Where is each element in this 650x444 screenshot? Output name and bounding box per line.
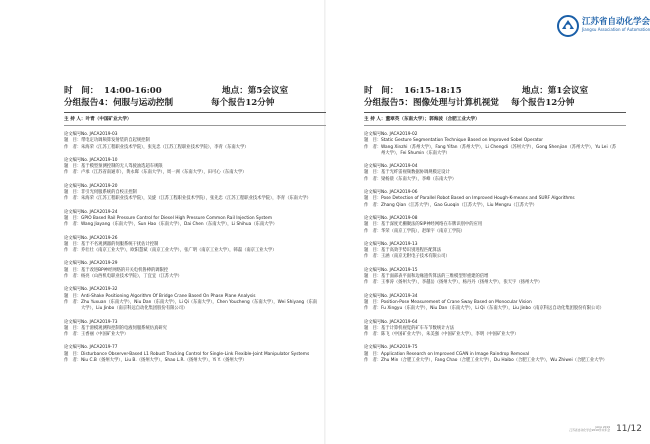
paper-authors: 朱海荣（江苏工程职业技术学院），张先忠（江苏工程职业技术学院），李青（东南大学） (81, 144, 249, 150)
paper-number-label: 论文编号： (64, 287, 86, 293)
divider (64, 112, 326, 113)
paper-entry (364, 320, 626, 339)
paper-title: 非引光伺服系统的自校正控制 (81, 190, 137, 196)
paper-authors: 王香丽（中国矿业大学） (81, 332, 129, 338)
paper-number: No. JACA2019-77 (81, 345, 118, 351)
paper-title: Position-Pose Measurement of Crane Sway Based on Monocular Vision (381, 299, 532, 305)
paper-title: 基于面部表平面和边缘遗传算法的三维模型形重建的倍增 (381, 274, 489, 280)
paper-title-label: 题 目： (64, 138, 82, 144)
each-duration: 每个报告12分钟 (510, 98, 575, 108)
footer-caption (569, 426, 610, 433)
paper-authors-row (364, 145, 626, 158)
paper-authors-label: 作 者： (364, 280, 382, 286)
paper-authors-row (364, 203, 626, 209)
paper-authors-row (64, 300, 326, 313)
paper-authors: 华荣（南京工学院），赵琛宇（南京工学院） (381, 228, 465, 234)
paper-authors-label: 作 者： (64, 332, 82, 338)
paper-entry (364, 345, 626, 364)
paper-authors-label: 作 者： (364, 306, 382, 312)
paper-number-label: 论文编号： (364, 319, 386, 325)
paper-authors-row (64, 145, 326, 151)
paper-entry (64, 132, 326, 151)
paper-authors: 杨亮（山西机电职业技术学院），丁宜宜（江苏大学） (81, 274, 182, 280)
paper-authors: 王涵（南京无附电子技术有限公司） (381, 254, 450, 260)
paper-number: No. JACA2019-24 (81, 209, 118, 215)
paper-authors-label: 作 者： (364, 254, 382, 260)
paper-entry (364, 268, 626, 287)
paper-number-label: 论文编号： (364, 241, 386, 247)
paper-number-label: 论文编号： (64, 319, 86, 325)
group-label: 分组报告4： (64, 98, 113, 108)
paper-authors-row (64, 248, 326, 254)
paper-number: No. JACA2019-29 (81, 261, 118, 267)
paper-entry (64, 261, 326, 280)
paper-title: 基于计算机视觉的矿车车节数统计方法 (381, 325, 455, 331)
paper-title: 基于高效手势识别进程匹配算法 (381, 248, 442, 254)
page-number: 11/12 (616, 424, 642, 434)
paper-number: No. JACA2019-64 (381, 319, 418, 325)
paper-title-label: 题 目： (64, 164, 82, 170)
paper-number-label: 论文编号： (364, 164, 386, 170)
footer-line1: JACA 2019 (595, 424, 610, 429)
each-duration: 每个报告12分钟 (210, 98, 275, 108)
paper-authors-label: 作 者： (364, 176, 382, 182)
paper-authors-label: 作 者： (64, 196, 82, 202)
paper-number: No. JACA2019-32 (81, 287, 118, 293)
paper-entry (364, 132, 626, 157)
session-group-row (364, 96, 626, 108)
session-right (364, 84, 626, 371)
paper-title: Anti-Shake Positioning Algorithm Of Bridge Crane Based On Phase Plane Analysis (81, 293, 256, 299)
paper-number: No. JACA2019-15 (381, 267, 418, 273)
paper-number-label: 论文编号： (364, 132, 386, 137)
paper-authors-row (64, 196, 326, 202)
association-logo-icon (556, 14, 580, 38)
group-title: 伺服与运动控制 (112, 98, 174, 108)
association-logo (556, 14, 650, 44)
footer-line2: 江苏省自动化学会2019学术年会 (569, 428, 610, 433)
group-label: 分组报告5： (364, 98, 413, 108)
paper-entry (364, 164, 626, 183)
session-left (64, 84, 326, 371)
paper-authors: Niu C.B（扬州大学），Liu B.（扬州大学），Shao L.R.（扬州大学），Yi Y.（扬州大学） (81, 358, 247, 364)
paper-number-label: 论文编号： (64, 209, 86, 215)
paper-number-label: 论文编号： (364, 215, 386, 221)
paper-entry (64, 158, 326, 177)
paper-title-label: 题 目： (364, 170, 382, 176)
paper-authors-label: 作 者： (64, 222, 82, 228)
paper-title-label: 题 目： (64, 190, 82, 196)
paper-authors: Zhu Min（合肥工业大学），Fang Chao（合肥工业大学），Du Haibo（合肥工业大学），Wu Zhiwei（合肥工业大学） (381, 358, 608, 364)
paper-title-label: 题 目： (364, 299, 382, 305)
paper-number-label: 论文编号： (64, 183, 86, 189)
paper-authors: Wang Xinzhi（苏州大学），Fang Yifan（苏州大学），Li Chengdi（苏州大学），Gong Shenjian（苏州大学），Yu Lei（苏州大学），Fei Shumin（东南大学） (381, 144, 617, 156)
paper-number-label: 论文编号： (64, 345, 86, 351)
paper-number: No. JACA2019-26 (81, 235, 118, 241)
paper-title-label: 题 目： (64, 215, 82, 221)
paper-title-label: 题 目： (64, 351, 82, 357)
paper-authors-row (64, 222, 326, 228)
paper-title-label: 题 目： (64, 293, 82, 299)
paper-number: No. JACA2019-73 (81, 319, 118, 325)
paper-authors-row (64, 274, 326, 280)
paper-authors: 朱海荣（江苏工程职业技术学院），吴旋（江苏工程职业技术学院），张先忠（江苏工程职业技术学院），李青（东南大学） (81, 196, 311, 202)
paper-authors-label: 作 者： (64, 248, 82, 254)
paper-authors: Zhu Yuxuan（东南大学），Niu Dan（东南大学），Li Qi（东南大学），Chen Youcheng（东南大学），Wei Shiyang（东南大学），Liu Jinbo（南京科远自动化集团股份有限公司） (81, 299, 318, 312)
paper-number-label: 论文编号： (64, 261, 86, 267)
paper-authors-row (364, 306, 626, 312)
paper-entry (364, 216, 626, 235)
paper-authors-row (364, 229, 626, 235)
session-time: 16:15-18:15 (404, 86, 462, 96)
paper-title: 基于滑模观测和控制的电液伺服系统仿真研究 (81, 325, 167, 331)
group-title: 图像处理与计算机视觉 (412, 98, 499, 108)
paper-authors: Wang Jiayang（东南大学），Sun Hao（东南大学），Dai Chen（东南大学），Li Shihua（东南大学） (81, 222, 278, 228)
paper-authors-row (64, 170, 326, 176)
paper-number-label: 论文编号： (64, 235, 86, 241)
paper-authors-row (64, 358, 326, 364)
paper-authors: Zhang Qian（江苏大学），Gao Guoqin（江苏大学），Liu Mengru（江苏大学） (381, 202, 537, 208)
paper-authors-row (64, 332, 326, 338)
paper-title: Application Research on Improved CGAN in Image Raindrop Removal (381, 351, 530, 357)
paper-title-label: 题 目： (64, 325, 82, 331)
paper-title-label: 题 目： (364, 274, 382, 280)
paper-title: Pose Detection of Parallel Robot Based on Improved Hough-K-means and SURF Algorithms (381, 196, 575, 202)
logo-title: 江苏省自动化学会 (582, 17, 650, 27)
paper-title-label: 题 目： (364, 248, 382, 254)
logo-subtitle: Jiangsu Association of Automation (582, 27, 650, 32)
paper-entry (64, 184, 326, 203)
divider (64, 125, 326, 126)
paper-title: Disturbance Observer-Based L1 Robust Tracking Control for Single-Link Flexible-Joint Manipulator Systems (81, 351, 310, 357)
paper-number-label: 论文编号： (64, 132, 86, 137)
session-chair: 主 持 人：董翠英（东南大学）；郭海波（合肥工业大学） (364, 117, 480, 122)
location-label: 地点： (222, 86, 248, 96)
paper-number-label: 论文编号： (64, 157, 86, 163)
paper-number: No. JACA2019-10 (81, 157, 118, 163)
paper-authors: 陈飞（中国矿业大学），朱美强（中国矿业大学），李明（中国矿业大学） (381, 332, 519, 338)
paper-entry (64, 236, 326, 255)
paper-authors-label: 作 者： (64, 274, 82, 280)
session-time: 14:00-16:00 (104, 86, 162, 96)
paper-title: Static Gesture Segmentation Technique Based on Improved Sobel Operator (381, 138, 544, 144)
paper-title-label: 题 目： (64, 241, 82, 247)
paper-authors: 王事涛（扬州大学），李越岳（扬州大学），杨丹丹（扬州大学），张天宇（扬州大学） (381, 280, 543, 286)
paper-entry (64, 345, 326, 364)
paper-authors-row (364, 358, 626, 364)
location-label: 地点： (522, 86, 548, 96)
paper-number: No. JACA2019-20 (81, 183, 118, 189)
paper-number-label: 论文编号： (364, 267, 386, 273)
paper-authors: Fu Xingyu（东南大学），Niu Dan（东南大学），Li Qi（东南大学），Liu Jinbo（南京科远自动化集团股份有限公司） (381, 306, 604, 312)
paper-entry (364, 294, 626, 313)
paper-number: No. JACA2019-02 (381, 132, 418, 137)
paper-entry (64, 287, 326, 312)
paper-number: No. JACA2019-03 (81, 132, 118, 137)
session-group-row (64, 96, 326, 108)
session-time-row (364, 84, 626, 96)
paper-entry (64, 320, 326, 339)
session-chair: 主 持 人：叶青（中国矿业大学） (64, 117, 132, 122)
paper-title-label: 题 目： (364, 222, 382, 228)
paper-number: No. JACA2019-06 (381, 190, 418, 196)
paper-authors-label: 作 者： (64, 358, 82, 364)
paper-authors-label: 作 者： (64, 170, 82, 176)
paper-number: No. JACA2019-04 (381, 164, 418, 170)
divider (364, 125, 626, 126)
paper-title-label: 题 目： (364, 138, 382, 144)
session-location: 第5会议室 (247, 86, 289, 96)
paper-title: 基于光纤雷视频数据协调规模定设计 (381, 170, 450, 176)
paper-number: No. JACA2019-13 (381, 241, 418, 247)
paper-title-label: 题 目： (364, 325, 382, 331)
paper-authors-label: 作 者： (64, 144, 82, 150)
paper-authors-label: 作 者： (364, 332, 382, 338)
paper-title-label: 题 目： (364, 351, 382, 357)
paper-entry (64, 210, 326, 229)
paper-title-label: 题 目： (64, 267, 82, 273)
paper-title: 基于不名观测器的伺服系统干扰估计控制 (81, 241, 159, 247)
paper-number: No. JACA2019-34 (381, 293, 418, 299)
paper-authors-label: 作 者： (64, 299, 82, 305)
paper-entry (364, 190, 626, 209)
session-time-row (64, 84, 326, 96)
time-label: 时 间： (64, 86, 99, 96)
time-label: 时 间： (364, 86, 399, 96)
paper-number-label: 论文编号： (364, 293, 386, 299)
paper-number-label: 论文编号： (364, 345, 386, 351)
paper-number: No. JACA2019-75 (381, 345, 418, 351)
paper-authors: 卢承（江苏省南通市），黄永晖（东南大学），周一洲（东南大学），田可心（东南大学） (81, 170, 247, 176)
paper-authors-label: 作 者： (364, 202, 382, 208)
paper-authors: 乔壮壮（南京工业大学），欧阳慧斌（南京工业大学），张广明（南京工业大学），韩磊（南京工业大学） (81, 248, 277, 254)
paper-title-label: 题 目： (364, 196, 382, 202)
paper-number: No. JACA2019-08 (381, 215, 418, 221)
paper-authors-row (364, 332, 626, 338)
paper-title: 基于模型预测控制的无人驾驶油选超车规限 (81, 164, 163, 170)
paper-list (364, 132, 626, 364)
paper-authors-label: 作 者： (364, 144, 382, 150)
paper-entry (364, 242, 626, 261)
paper-authors-label: 作 者： (364, 358, 382, 364)
paper-title: GPIO Based Rail Pressure Control for Diesel High Pressure Common Rail Injection System (81, 215, 273, 221)
paper-number-label: 论文编号： (364, 190, 386, 196)
session-location: 第1会议室 (547, 86, 589, 96)
paper-title: 基于改进BP神经网络的开关电机鲁棒的调限控 (81, 267, 169, 273)
paper-title: 带电定功调频算发射装的自起规控制 (81, 138, 150, 144)
paper-authors-row (364, 254, 626, 260)
paper-title: 基于深度光栅聚法的SIP神经网络在车牌识别中的应用 (381, 222, 483, 228)
divider (364, 112, 626, 113)
paper-authors-label: 作 者： (364, 228, 382, 234)
paper-authors: 梁杨晨（东南大学），李峰（东南大学） (381, 176, 457, 182)
paper-list (64, 132, 326, 364)
paper-authors-row (364, 280, 626, 286)
paper-authors-row (364, 177, 626, 183)
